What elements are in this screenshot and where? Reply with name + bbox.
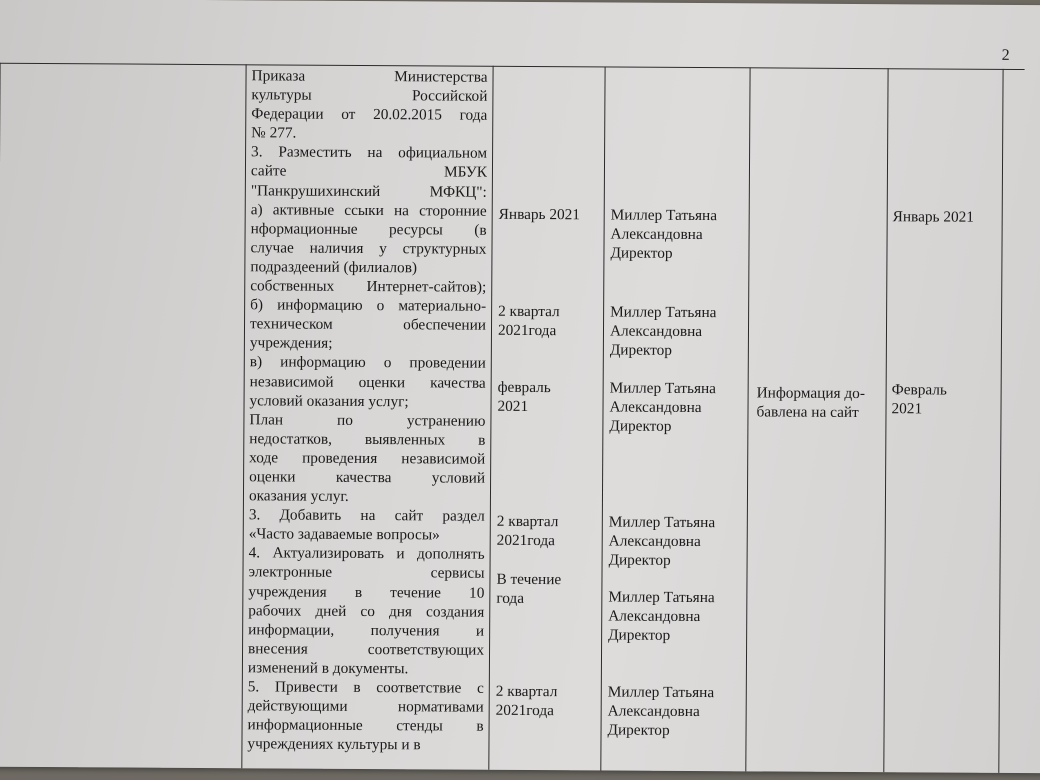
deadline-cell: февраль 2021 [497, 378, 551, 416]
plan-line: информации, получения и [248, 621, 485, 640]
column-divider-2 [488, 66, 493, 770]
column-divider-5 [883, 68, 888, 772]
plan-line: 5. Привести в соответствие с [247, 678, 484, 697]
plan-line: учреждениях культуры и в [247, 735, 421, 754]
plan-line: действующими нормативами [247, 697, 484, 716]
plan-line: электронные сервисы [248, 563, 485, 583]
column-divider-3 [600, 66, 605, 770]
plan-line: 3. Добавить на сайт раздел [248, 506, 485, 525]
deadline-cell: В течение года [496, 570, 562, 608]
plan-line: культуры Российской [251, 86, 488, 105]
plan-line: информационные стенды в [247, 716, 484, 735]
table-top-border [0, 63, 1025, 70]
responsible-cell: Миллер Татьяна Александовна Директор [609, 379, 717, 436]
responsible-cell: Миллер Татьяна Александовна Директор [610, 206, 718, 263]
plan-line: учреждения; [249, 334, 333, 353]
measures-taken-cell: Информация до- бавлена на сайт [756, 384, 866, 422]
plan-line: 4. Актуализировать и дополнять [248, 544, 485, 564]
plan-line: № 277. [251, 124, 297, 142]
deadline-cell: 2 квартал 2021года [496, 512, 559, 550]
plan-line: техническом обеспечении [249, 315, 487, 334]
plan-line: условий оказания услуг; [249, 391, 409, 410]
actual-date-cell: Февраль 2021 [891, 381, 947, 418]
plan-line: Федерации от 20.02.2015 года [251, 105, 488, 124]
plan-measures-column [247, 66, 487, 755]
table-border-right [998, 69, 1003, 773]
plan-line: б) информацию о материально- [250, 296, 487, 315]
plan-line: подраздеений (филиалов) [250, 258, 418, 277]
plan-line: 3. Разместить на официальном [251, 143, 488, 163]
responsible-cell: Миллер Татьяна Александовна Директор [608, 513, 716, 570]
deadline-cell: 2 квартал 2021года [495, 682, 558, 720]
plan-line: Приказа Министерства [251, 67, 488, 86]
plan-line: недостатков, выявленных в [249, 430, 486, 449]
plan-line: нформационные ресурсы (в [250, 220, 487, 239]
page-number: 2 [1001, 46, 1010, 64]
plan-line: рабочих дней со дня создания [248, 601, 485, 621]
plan-line: случае наличия у структурных [250, 239, 487, 258]
plan-line: независимой оценки качества [249, 372, 486, 392]
responsible-cell: Миллер Татьяна Александовна Директор [608, 588, 715, 645]
plan-line: сайте МБУК [250, 162, 488, 182]
column-divider-1 [241, 64, 246, 768]
plan-line: а) активные ссыки на сторонние [250, 200, 487, 220]
plan-line: оценки качества условий [249, 468, 486, 487]
plan-line: собственных Интернет-сайтов); [250, 277, 487, 296]
actual-date-cell: Январь 2021 [892, 208, 974, 226]
plan-line: ходе проведения независимой [249, 449, 486, 468]
table-border-left [0, 63, 1, 767]
plan-line: оказания услуг. [248, 487, 349, 505]
plan-line: «Часто задаваемые вопросы» [248, 525, 440, 544]
deadline-cell: 2 квартал 2021года [497, 302, 560, 340]
plan-line: "Панкрушихинский МФКЦ": [250, 181, 487, 201]
plan-line: в) информацию о проведении [249, 353, 486, 373]
deadline-cell: Январь 2021 [498, 205, 581, 224]
plan-line: внесения соответствующих [247, 640, 485, 659]
responsible-cell: Миллер Татьяна Александовна Директор [607, 683, 715, 740]
plan-line: План по устранению [249, 410, 486, 430]
plan-line: учреждения в течение 10 [248, 582, 485, 602]
responsible-cell: Миллер Татьяна Александовна Директор [609, 303, 717, 360]
plan-line: изменений в документы. [247, 659, 409, 678]
column-divider-4 [745, 67, 750, 771]
